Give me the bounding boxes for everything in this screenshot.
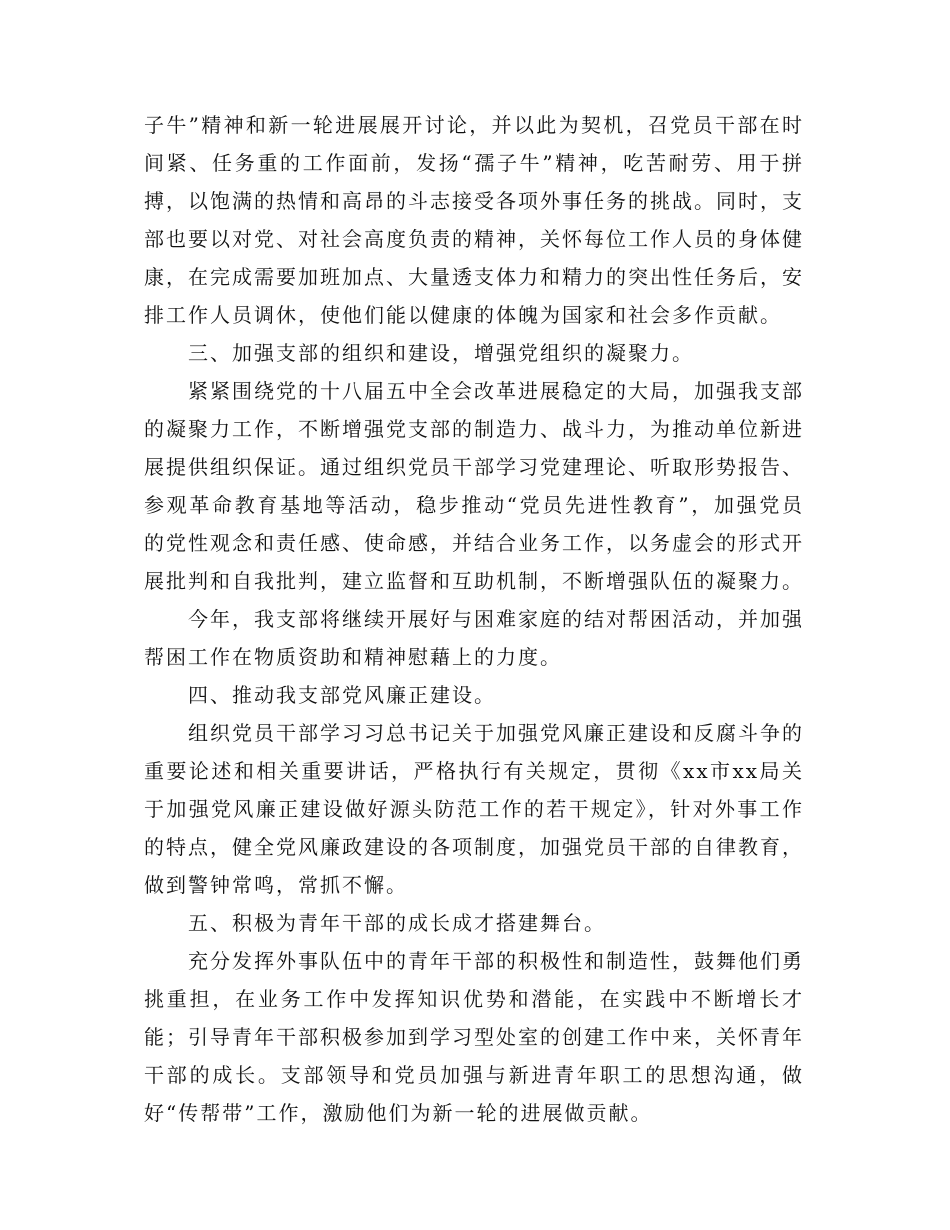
paragraph-assistance: 今年，我支部将继续开展好与困难家庭的结对帮困活动，并加强帮困工作在物质资助和精神慰藉上的力度。 [144,607,804,669]
paragraph-continuation: 子牛”精神和新一轮进展展开讨论，并以此为契机，召党员干部在时间紧、任务重的工作面前，发扬“孺子牛”精神，吃苦耐劳、用于拼搏，以饱满的热情和高昂的斗志接受各项外事任务的挑战。同时，支部也要以对党、对社会高度负责的精神，关怀每位工作人员的身体健康，在完成需要加班加点、大量透支体力和精力的突出性任务后，安排工作人员调休，使他们能以健康的体魄为国家和社会多作贡献。 [144,113,804,327]
paragraph-cohesion: 紧紧围绕党的十八届五中全会改革进展稳定的大局，加强我支部的凝聚力工作，不断增强党支部的制造力、战斗力，为推动单位新进展提供组织保证。通过组织党员干部学习党建理论、听取形势报告、参观革命教育基地等活动，稳步推动“党员先进性教育”，加强党员的党性观念和责任感、使命感，并结合业务工作，以务虚会的形式开展批判和自我批判，建立监督和互助机制，不断增强队伍的凝聚力。 [144,379,804,593]
section-heading-five: 五、积极为青年干部的成长成才搭建舞台。 [188,911,606,935]
section-heading-three: 三、加强支部的组织和建设，增强党组织的凝聚力。 [188,341,694,365]
paragraph-youth: 充分发挥外事队伍中的青年干部的积极性和制造性，鼓舞他们勇挑重担，在业务工作中发挥知识优势和潜能，在实践中不断增长才能；引导青年干部积极参加到学习型处室的创建工作中来，关怀青年干部的成长。支部领导和党员加强与新进青年职工的思想沟通，做好“传帮带”工作，激励他们为新一轮的进展做贡献。 [144,949,804,1125]
paragraph-integrity: 组织党员干部学习习总书记关于加强党风廉正建设和反腐斗争的重要论述和相关重要讲话，严格执行有关规定，贯彻《xx市xx局关于加强党风廉正建设做好源头防范工作的若干规定》，针对外事工作的特点，健全党风廉政建设的各项制度，加强党员干部的自律教育，做到警钟常鸣，常抓不懈。 [144,721,804,897]
section-heading-four: 四、推动我支部党风廉正建设。 [188,683,496,707]
